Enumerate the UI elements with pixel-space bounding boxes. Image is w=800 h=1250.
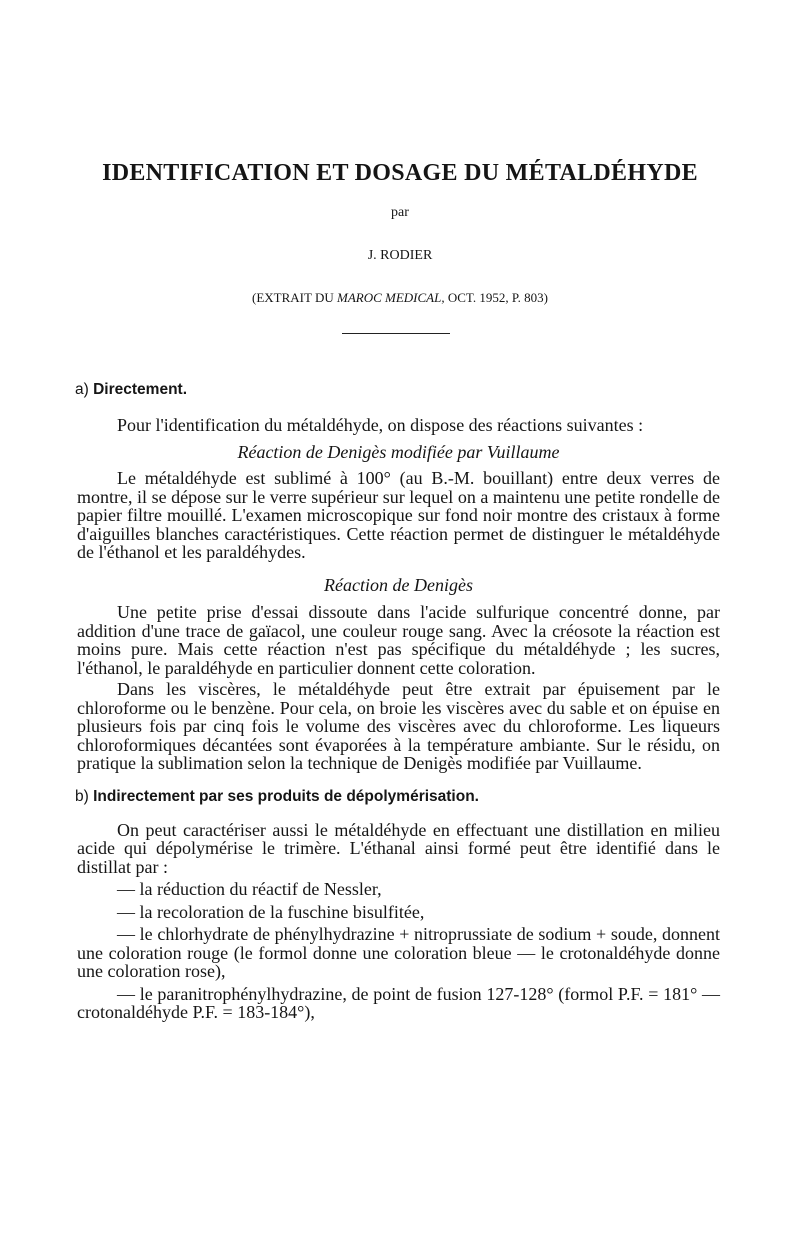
section-a-letter: a): [75, 381, 89, 398]
list-item: — la réduction du réactif de Nessler,: [117, 879, 382, 899]
subtitle-denigès-vuillaume: Réaction de Denigès modifiée par Vuillaume: [237, 441, 560, 462]
divider: [342, 333, 450, 334]
section-b-letter: b): [75, 787, 89, 805]
section-a-title: Directement.: [93, 381, 188, 398]
list-item: — le chlorhydrate de phénylhydrazine + nitroprussiate de sodium + soude, donnent une coloration rouge (le formol donne une coloration bleue — le crotonaldéhyde donne une coloration rose),: [77, 924, 720, 981]
source-prefix: (EXTRAIT DU: [252, 290, 337, 305]
page-title: IDENTIFICATION ET DOSAGE DU MÉTALDÉHYDE: [102, 160, 698, 186]
article-body: [77, 380, 720, 1022]
subtitle-denigès: Réaction de Denigès: [324, 574, 473, 595]
section-b-heading: [75, 787, 720, 807]
author-name: J. RODIER: [367, 248, 433, 263]
section-b-title: Indirectement par ses produits de dépolymérisation.: [93, 787, 479, 805]
paragraph-viscera: Dans les viscères, le métaldéhyde peut être extrait par épuisement par le chloroforme ou le benzène. Pour cela, on broie les viscères avec du sable et on épuise en plusieurs fois par cinq fois le volume des viscères avec du chloroforme. Les liqueurs chloroformiques décantées sont évaporées à la température ambiante. Sur le résidu, on pratique la sublimation selon la technique de Denigès modifiée par Vuillaume.: [77, 679, 720, 773]
source-citation: [0, 290, 800, 306]
section-b-intro: On peut caractériser aussi le métaldéhyde en effectuant une distillation en milieu acide qui dépolymérise le trimère. L'éthanal ainsi formé peut être identifié dans le distillat par :: [77, 819, 720, 877]
list-item: — la recoloration de la fuschine bisulfitée,: [117, 901, 425, 922]
source-suffix: OCT. 1952, P. 803): [444, 290, 548, 305]
paragraph-sulfuric-acid: Une petite prise d'essai dissoute dans l'acide sulfurique concentré donne, par addition d'une trace de gaïacol, une couleur rouge sang. Avec la créosote la réaction est moins pure. Mais cette réaction n'est pas spécifique du métaldéhyde ; les sucres, l'éthanol, le paraldéhyde en particulier donnent cette coloration.: [77, 602, 720, 678]
section-a-intro: Pour l'identification du métaldéhyde, on dispose des réactions suivantes :: [117, 415, 644, 435]
by-line: par: [391, 205, 409, 220]
paragraph-sublimation: Le métaldéhyde est sublimé à 100° (au B.-M. bouillant) entre deux verres de montre, il se dépose sur le verre supérieur sur lequel on a maintenu une petite rondelle de papier filtre mouillé. L'examen microscopique sur fond noir montre des cristaux à forme d'aiguilles blanches caractéristiques. Cette réaction permet de distinguer le métaldéhyde de l'éthanol et les paraldéhydes.: [77, 468, 720, 562]
source-journal: MAROC MEDICAL,: [336, 290, 445, 305]
section-a-heading: [75, 380, 720, 400]
list-item: — le paranitrophénylhydrazine, de point de fusion 127-128° (formol P.F. = 181° — crotonaldéhyde P.F. = 183-184°),: [77, 983, 720, 1022]
